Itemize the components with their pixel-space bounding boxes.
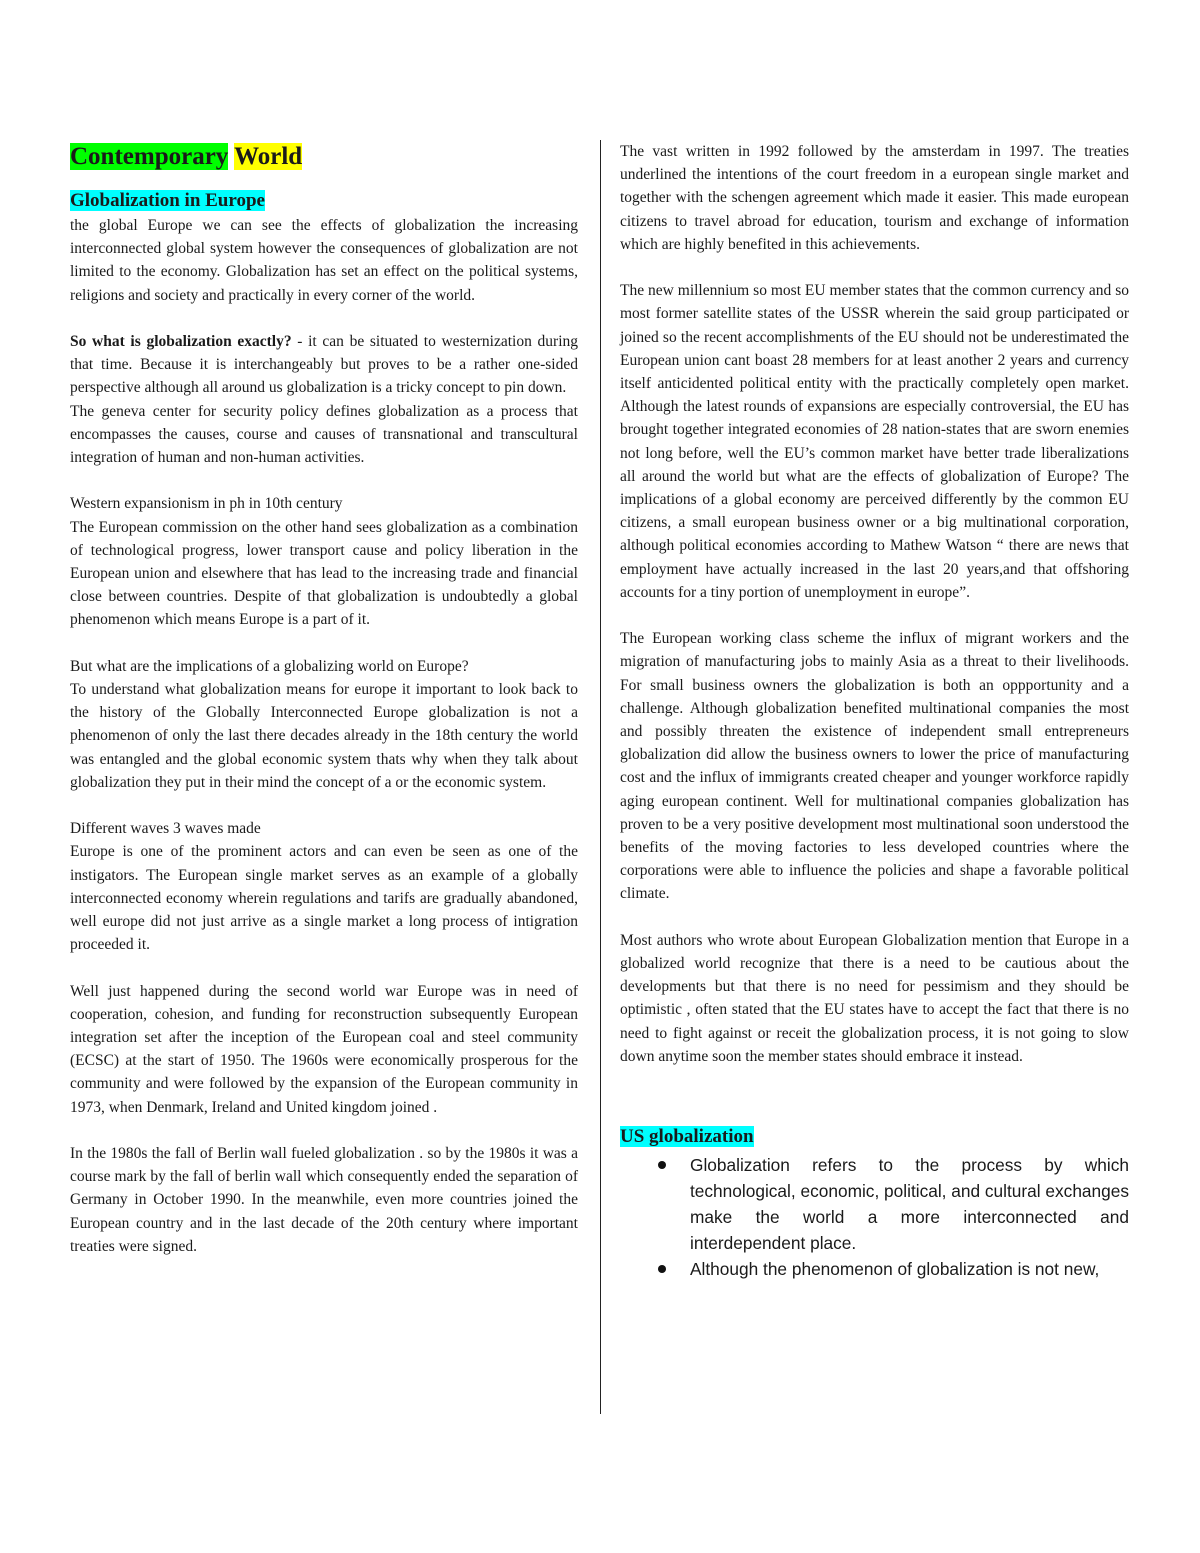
paragraph: But what are the implications of a globalizing world on Europe? <box>70 657 469 675</box>
paragraph: Most authors who wrote about European Globalization mention that Europe in a globalized world recognize that there is a need to be cautious about the developments but that there is no need for pessimism and they should be optimistic , often stated that the EU states have to accept the fact that there is no need to fight against or receit the globalization process, it is not going to slow down anytime soon the member states should embrace it instead. <box>620 931 1129 1065</box>
list-item <box>690 1152 1129 1256</box>
list-item-text: Globalization refers to the process by which technological, economic, political, and cultural exchanges make the world a more interconnected and interdependent place. <box>690 1155 1130 1254</box>
heading-us-globalization: US globalization <box>620 1126 754 1148</box>
question-bold: So what is globalization exactly? <box>70 333 292 350</box>
paragraph: Western expansionism in ph in 10th century <box>70 495 343 513</box>
paragraph: The new millennium so most EU member states that the common currency and so most former satellite states of the USSR wherein the said group participated or joined so the recent accomplishments of the EU should not be underestimated the European union cant boast 28 members for at least another 2 years and currency itself anticidented political entity with the practically completely open market. Although the latest rounds of expansions are especially controversial, the EU has brought together integrated economies of 28 nation-states that are sworn enemies not long before, well the EU’s common market have better trade liberalizations all around the world but what are the effects of globalization of Europe? The implications of a global economy are perceived differently by the common EU citizens, a small european business owner or a big multinational corporation, although political economies according to Mathew Watson “ there are news that employment have actually increased in the last 20 years,and that offshoring accounts for a tiny portion of unemployment in europe”. <box>620 282 1129 601</box>
paragraph: In the 1980s the fall of Berlin wall fueled globalization . so by the 1980s it was a course mark by the fall of berlin wall which consequently ended the separation of Germany in October 1990. In the meanwhile, even more countries joined the European country and in the last decade of the 20th century where important treaties were signed. <box>70 1145 578 1255</box>
heading-globalization-in-europe: Globalization in Europe <box>70 190 265 211</box>
paragraph <box>70 330 578 400</box>
paragraph: The geneva center for security policy defines globalization as a process that encompasses the causes, course and causes of transnational and transcultural integration of human and non-human activities. <box>70 402 578 467</box>
page-title <box>70 140 578 174</box>
question-answer: - it can be situated to westernization during that time. Because it is interchangeably but proves to be a rather one-sided perspective although all around us globalization is a tricky concept to pin down. <box>70 333 579 397</box>
paragraph: the global Europe we can see the effects of globalization the increasing interconnected global system however the consequences of globalization are not limited to the economy. Globalization has set an effect on the political systems, religions and society and practically in every corner of the world. <box>70 217 578 304</box>
paragraph: Well just happened during the second world war Europe was in need of cooperation, cohesion, and funding for reconstruction subsequently European integration set after the inception of the European coal and steel community (ECSC) at the start of 1950. The 1960s were economically prosperous for the community and were followed by the expansion of the European community in 1973, when Denmark, Ireland and United kingdom joined . <box>70 982 578 1116</box>
section-heading-europe <box>70 188 578 214</box>
list-item-text: Although the phenomenon of globalization is not new, <box>690 1259 1100 1280</box>
title-part-1: Contemporary <box>70 143 229 170</box>
right-column <box>620 140 1129 1282</box>
left-column <box>70 140 578 1258</box>
paragraph: Europe is one of the prominent actors and can even be seen as one of the instigators. The European single market serves as an example of a globally interconnected economy wherein regulations and tarifs are gradually abandoned, well europe did not just arrive as a single market a long process of intigration proceeded it. <box>70 843 578 954</box>
column-divider <box>600 140 601 1414</box>
paragraph: The European working class scheme the influx of migrant workers and the migration of manufacturing jobs to mainly Asia as a threat to their livelihoods. For small business owners the globalization is both an oppportunity and a challenge. Although globalization benefited multinational companies the most and possibly threaten the existence of independent small entrepreneurs globalization did allow the business owners to lower the price of manufacturing cost and the influx of immigrants created cheaper and younger workforce rapidly aging european continent. Well for multinational companies globalization has proven to be a very positive development most multinational soon understood the benefits of the moving factories to less developed countries where the corporations were able to influence the policies and shape a favorable political climate. <box>620 630 1129 903</box>
bullet-icon <box>658 1161 666 1169</box>
title-part-2: World <box>234 143 303 170</box>
paragraph: Different waves 3 waves made <box>70 820 261 838</box>
section-heading-us <box>620 1124 1129 1150</box>
bullet-icon <box>658 1265 666 1273</box>
paragraph: The European commission on the other hand sees globalization as a combination of technological progress, lower transport cause and policy liberation in the European union and elsewhere that has lead to the increasing trade and financial close between countries. Despite of that globalization is undoubtedly a global phenomenon which means Europe is a part of it. <box>70 518 578 629</box>
list-item <box>690 1256 1129 1282</box>
paragraph: The vast written in 1992 followed by the amsterdam in 1997. The treaties underlined the intentions of the court freedom in a european single market and together with the schengen agreement which made it easier. This made european citizens to travel abroad for education, tourism and exchange of information which are highly benefited in this achievements. <box>620 143 1129 253</box>
paragraph: To understand what globalization means for europe it important to look back to the history of the Globally Interconnected Europe globalization is not a phenomenon of only the last there decades already in the 18th century the world was entangled and the global economic system thats why when they talk about globalization they put in their mind the concept of a or the economic system. <box>70 681 578 791</box>
bullet-list <box>620 1152 1129 1282</box>
